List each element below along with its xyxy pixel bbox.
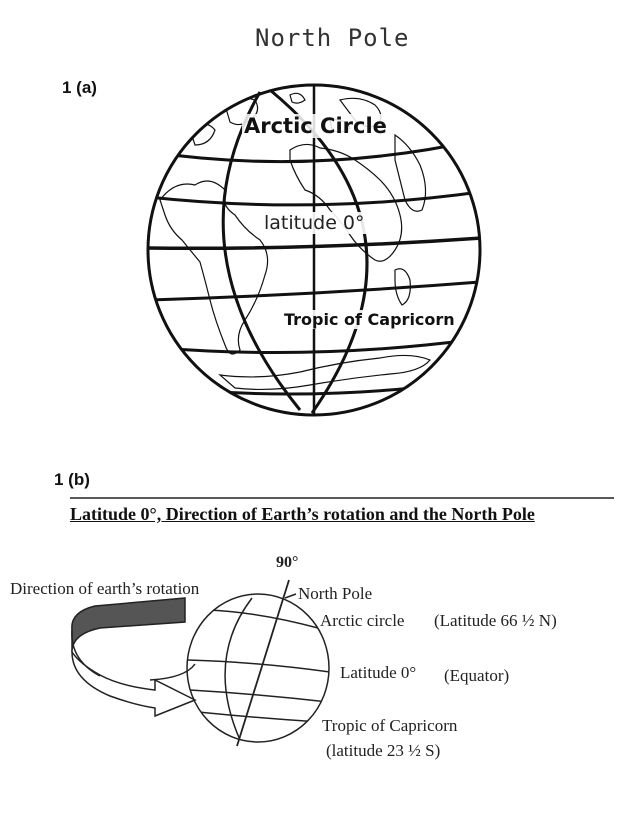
lower-line-b [198, 712, 320, 722]
globe-b [187, 580, 330, 746]
latitude-zero-label-b: Latitude 0° [340, 663, 417, 682]
arctic-circle-label-b: Arctic circle [320, 611, 405, 630]
meridian-left [223, 92, 300, 410]
north-pole-label-b: North Pole [298, 584, 373, 603]
rotation-arrow-shaded-band [72, 598, 185, 652]
question-label-b: 1 (b) [54, 470, 90, 489]
tropic-line-b [190, 690, 328, 702]
equator-line-b [188, 660, 330, 672]
part-b-heading: Latitude 0°, Direction of Earth’s rotation and the North Pole [70, 504, 535, 524]
latitude-zero-label: latitude 0° [264, 212, 365, 234]
question-label-a: 1 (a) [62, 78, 97, 97]
angle-label: 90° [276, 554, 299, 571]
north-pole-title: North Pole [255, 24, 410, 52]
arctic-line-b [208, 610, 318, 628]
arctic-latitude-label: (Latitude 66 ½ N) [434, 611, 557, 630]
arctic-circle-label: Arctic Circle [244, 114, 387, 138]
tropic-capricorn-label: Tropic of Capricorn [284, 310, 455, 329]
rotation-arrow [72, 598, 195, 716]
meridian-right [270, 90, 367, 413]
meridian-b [225, 598, 252, 740]
north-pole-pointer [285, 594, 296, 598]
globe-b-outline [187, 594, 329, 742]
equator-label: (Equator) [444, 666, 510, 685]
tropic-latitude-label: (latitude 23 ½ S) [326, 741, 441, 760]
rotation-label: Direction of earth’s rotation [10, 579, 200, 598]
rotation-arrow-band [72, 652, 195, 716]
tropic-label-b: Tropic of Capricorn [322, 716, 458, 735]
